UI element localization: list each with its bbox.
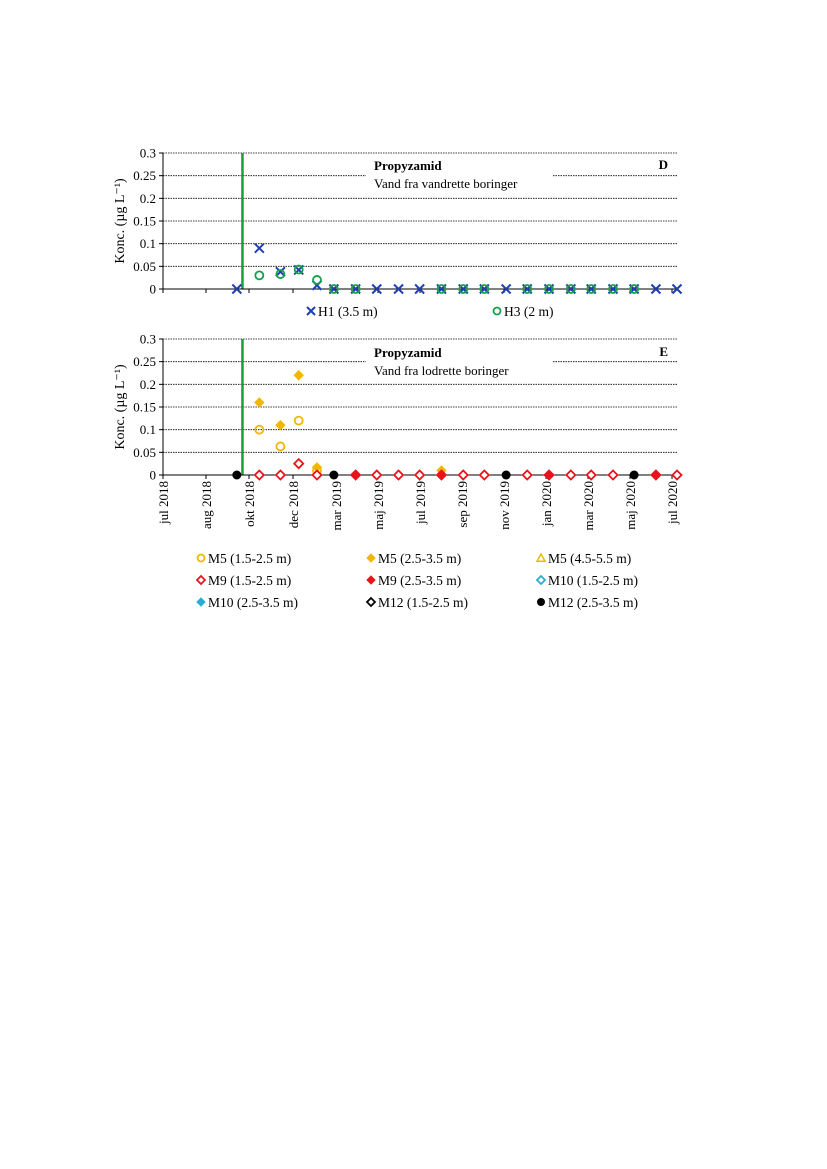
legend-label: M10 (2.5-3.5 m) [208, 595, 298, 610]
panel-d-subtitle: Vand fra vandrette boringer [374, 176, 518, 191]
legend-label: M12 (2.5-3.5 m) [548, 595, 638, 610]
data-point [394, 471, 403, 480]
data-point [502, 471, 510, 479]
legend-label: M12 (1.5-2.5 m) [378, 595, 468, 610]
y-tick-label: 0.2 [139, 376, 156, 392]
y-axis-label-e: Konc. (µg L⁻¹) [113, 364, 128, 450]
data-point [459, 471, 468, 480]
x-tick-label: aug 2018 [199, 481, 214, 530]
data-point [351, 471, 360, 480]
x-tick-label: jul 2019 [413, 481, 428, 524]
legend-label: M9 (2.5-3.5 m) [378, 573, 462, 588]
y-axis-label-d: Konc. (µg L⁻¹) [113, 178, 128, 264]
y-tick-label: 0.1 [139, 236, 156, 252]
data-point [233, 471, 241, 479]
data-point [294, 371, 303, 380]
x-tick-label: dec 2018 [286, 481, 301, 529]
data-point [255, 471, 264, 480]
y-tick-label: 0.05 [133, 258, 156, 274]
y-tick-label: 0.3 [139, 331, 156, 347]
data-point [566, 471, 575, 480]
data-point [255, 398, 264, 407]
y-tick-label: 0 [149, 281, 156, 297]
data-point [480, 471, 489, 480]
panel-d [113, 146, 682, 320]
y-tick-label: 0 [149, 467, 156, 483]
x-tick-label: mar 2020 [581, 481, 596, 531]
y-tick-label: 0.2 [139, 190, 156, 206]
data-point [523, 471, 532, 480]
data-point [276, 442, 284, 450]
y-tick-label: 0.15 [133, 213, 156, 229]
data-point [313, 276, 321, 284]
legend-marker [198, 555, 205, 562]
legend-marker [538, 599, 545, 606]
y-tick-label: 0.15 [133, 399, 156, 415]
legend-label: M10 (1.5-2.5 m) [548, 573, 638, 588]
legend-label: M5 (2.5-3.5 m) [378, 551, 462, 566]
data-point [630, 471, 638, 479]
y-tick-label: 0.1 [139, 422, 156, 438]
data-point [255, 271, 263, 279]
legend-label: H3 (2 m) [504, 304, 554, 319]
data-point [330, 471, 338, 479]
data-point [295, 417, 303, 425]
panel-e-letter: E [659, 344, 668, 359]
legend-marker [307, 307, 315, 315]
legend-marker [494, 308, 501, 315]
y-tick-label: 0.25 [133, 168, 156, 184]
panel-d-title: Propyzamid [374, 158, 442, 173]
panel-e-subtitle: Vand fra lodrette boringer [374, 363, 509, 378]
x-tick-label: jan 2020 [539, 481, 554, 527]
y-tick-label: 0.3 [139, 145, 156, 161]
data-point [673, 471, 682, 480]
data-point [372, 471, 381, 480]
data-point [609, 471, 618, 480]
legend-label: H1 (3.5 m) [318, 304, 378, 319]
x-tick-label: jul 2018 [156, 481, 171, 524]
legend-marker [367, 598, 375, 606]
panel-e-title: Propyzamid [374, 345, 442, 360]
x-tick-label: jul 2020 [665, 481, 680, 524]
legend-label: M5 (1.5-2.5 m) [208, 551, 292, 566]
panel-e [113, 332, 682, 611]
x-tick-label: maj 2020 [623, 481, 638, 530]
legend-marker [537, 554, 545, 561]
legend-marker [367, 554, 375, 562]
data-point [276, 421, 285, 430]
legend-label: M9 (1.5-2.5 m) [208, 573, 292, 588]
data-point [255, 244, 264, 253]
data-point [651, 471, 660, 480]
legend-marker [367, 576, 375, 584]
data-point [415, 471, 424, 480]
x-tick-label: nov 2019 [497, 481, 512, 530]
panel-d-letter: D [658, 157, 668, 172]
y-tick-label: 0.05 [133, 444, 156, 460]
x-tick-label: mar 2019 [329, 481, 344, 531]
y-tick-label: 0.25 [133, 354, 156, 370]
legend-marker [197, 576, 205, 584]
x-tick-label: sep 2019 [455, 481, 470, 528]
data-point [294, 459, 303, 468]
data-point [276, 471, 285, 480]
legend-marker [537, 576, 545, 584]
legend-label: M5 (4.5-5.5 m) [548, 551, 632, 566]
x-tick-label: okt 2018 [242, 481, 257, 527]
x-tick-label: maj 2019 [371, 481, 386, 530]
legend-marker [197, 598, 205, 606]
